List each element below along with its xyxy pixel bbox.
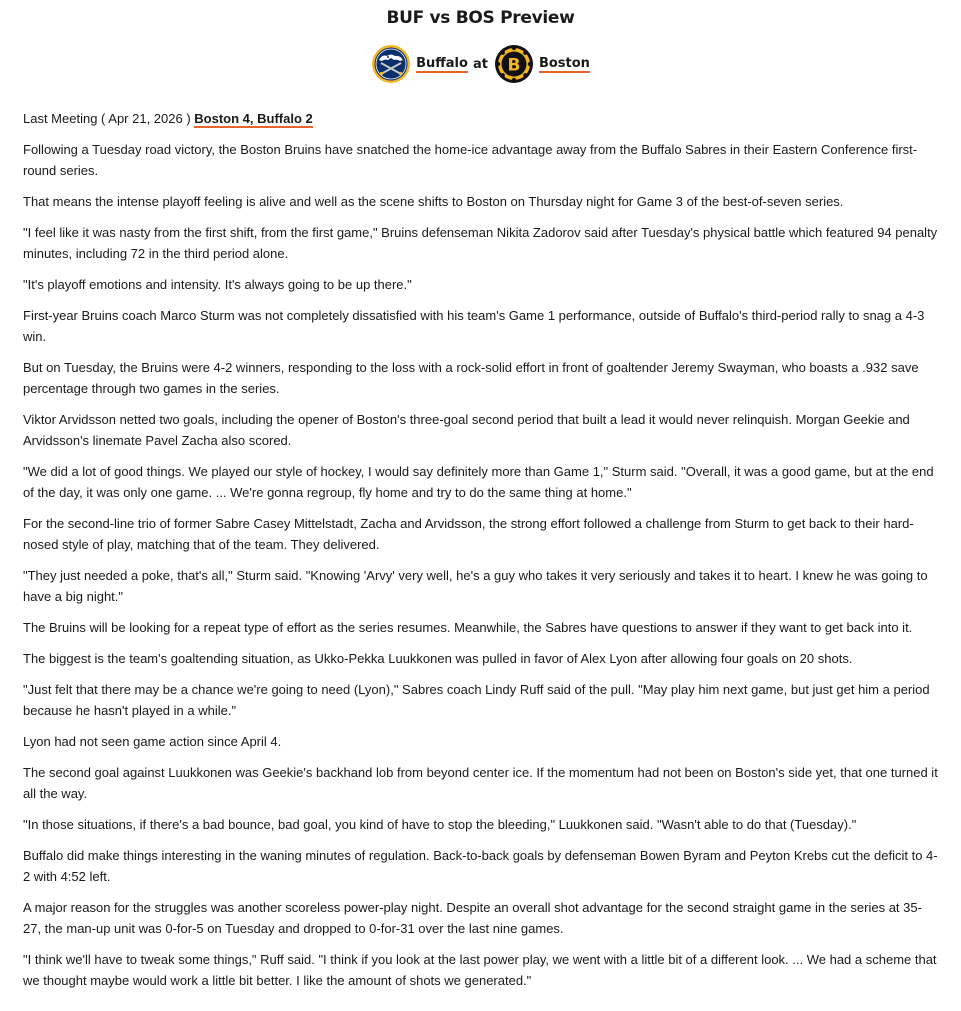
last-meeting-label: Last Meeting ( Apr 21, 2026 ) (23, 111, 191, 126)
article-paragraph: First-year Bruins coach Marco Sturm was not completely dissatisfied with his team's Game 1 performance, outside of Buffalo's third-period rally to snag a 4-3 win. (23, 308, 925, 344)
page-title: BUF vs BOS Preview (386, 8, 575, 28)
article-paragraph: "In those situations, if there's a bad bounce, bad goal, you kind of have to stop the bleeding," Luukkonen said. "Wasn't able to do that (Tuesday)." (23, 817, 857, 832)
last-meeting (23, 108, 938, 129)
home-team (494, 44, 590, 84)
away-team-link[interactable]: Buffalo (416, 55, 468, 71)
home-team-link[interactable]: Boston (538, 55, 590, 71)
article-paragraph: That means the intense playoff feeling is alive and well as the scene shifts to Boston on Thursday night for Game 3 of the best-of-seven series. (23, 194, 844, 209)
article-paragraph: "I think we'll have to tweak some things," Ruff said. "I think if you look at the last power play, we went with a little bit of a different look. ... We had a scheme that we thought maybe would work a little bit better. I like the amount of shots we generated." (23, 952, 937, 988)
article-paragraph: The biggest is the team's goaltending situation, as Ukko-Pekka Luukkonen was pulled in favor of Alex Lyon after allowing four goals on 20 shots. (23, 651, 853, 666)
article-paragraph: "We did a lot of good things. We played our style of hockey, I would say definitely more than Game 1," Sturm said. "Overall, it was a good game, but at the end of the day, it was only one game. ... We're gonna regroup, fly home and try to do the same thing at home." (23, 464, 934, 500)
article-paragraph: "Just felt that there may be a chance we're going to need (Lyon)," Sabres coach Lindy Ruff said of the pull. "May play him next game, but just get him a period because he hasn't played in a while." (23, 682, 930, 718)
article-paragraph: The Bruins will be looking for a repeat type of effort as the series resumes. Meanwhile, the Sabres have questions to answer if they want to get back into it. (23, 620, 913, 635)
away-team (371, 44, 468, 84)
article-paragraph: But on Tuesday, the Bruins were 4-2 winners, responding to the loss with a rock-solid effort in front of goaltender Jeremy Swayman, who boasts a .932 save percentage through two games in the series. (23, 360, 919, 396)
bruins-logo-icon (494, 44, 534, 84)
article-body (23, 108, 938, 1001)
sabres-logo-icon (371, 44, 411, 84)
article-paragraph: Lyon had not seen game action since April 4. (23, 734, 282, 749)
article-paragraph: "I feel like it was nasty from the first shift, from the first game," Bruins defenseman Nikita Zadorov said after Tuesday's physical battle which featured 94 penalty minutes, including 72 in the third period alone. (23, 225, 938, 261)
article-paragraph: Following a Tuesday road victory, the Boston Bruins have snatched the home-ice advantage away from the Buffalo Sabres in their Eastern Conference first-round series. (23, 142, 918, 178)
last-meeting-result-link[interactable]: Boston 4, Buffalo 2 (194, 111, 313, 126)
matchup-header (0, 43, 961, 85)
article-paragraph: A major reason for the struggles was another scoreless power-play night. Despite an overall shot advantage for the second straight game in the series at 35-27, the man-up unit was 0-for-5 on Tuesday and dropped to 0-for-31 over the last nine games. (23, 900, 922, 936)
article-paragraph: For the second-line trio of former Sabre Casey Mittelstadt, Zacha and Arvidsson, the strong effort followed a challenge from Sturm to get back to their hard-nosed style of play, matching that of the team. They delivered. (23, 516, 914, 552)
matchup-separator: at (472, 56, 488, 72)
article-paragraph: The second goal against Luukkonen was Geekie's backhand lob from beyond center ice. If the momentum had not been on Boston's side yet, that one turned it all the way. (23, 765, 938, 801)
svg-text:B: B (507, 55, 521, 76)
article-paragraph: "It's playoff emotions and intensity. It's always going to be up there." (23, 277, 412, 292)
article-paragraph: Viktor Arvidsson netted two goals, including the opener of Boston's three-goal second period that built a lead it would never relinquish. Morgan Geekie and Arvidsson's linemate Pavel Zacha also scored. (23, 412, 910, 448)
article-paragraph: Buffalo did make things interesting in the waning minutes of regulation. Back-to-back goals by defenseman Bowen Byram and Peyton Krebs cut the deficit to 4-2 with 4:52 left. (23, 848, 938, 884)
article-paragraph: "They just needed a poke, that's all," Sturm said. "Knowing 'Arvy' very well, he's a guy who takes it very seriously and takes it to heart. I knew he was going to have a big night." (23, 568, 928, 604)
